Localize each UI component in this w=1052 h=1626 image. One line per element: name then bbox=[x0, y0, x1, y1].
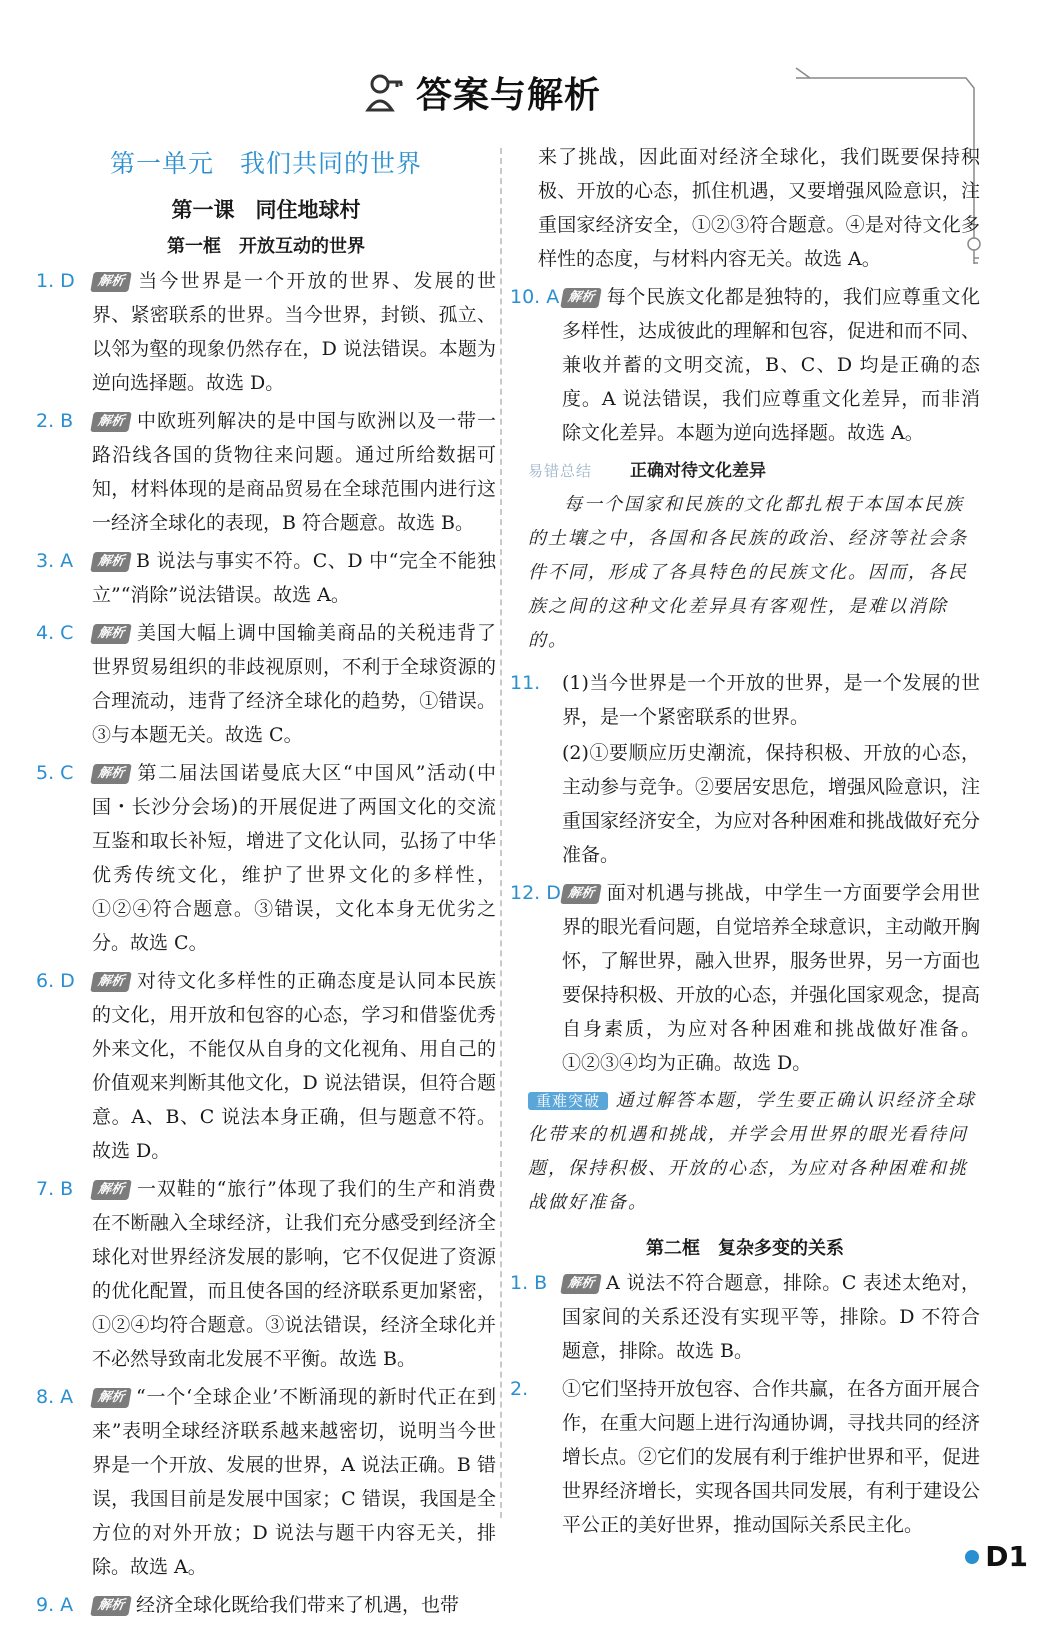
item-text: 每个民族文化都是独特的，我们应尊重文化多样性，达成彼此的理解和包容，促进和而不同、兼收并蓄的文明交流，B、C、D 均是正确的态度。A 说法错误，我们应尊重文化差异，而非消除文化差异。本题为逆向选择题。故选 A。 bbox=[562, 286, 981, 444]
answer-item bbox=[510, 1372, 980, 1542]
answer-item bbox=[36, 616, 496, 752]
item-text: 对待文化多样性的正确态度是认同本民族的文化，用开放和包容的心态，学习和借鉴优秀外来文化，不能仅从自身的文化视角、用自己的价值观来判断其他文化，D 说法错误，但符合题意。A、B、C 说法本身正确，但与题意不符。故选 D。 bbox=[92, 970, 496, 1162]
page-number bbox=[965, 1540, 1028, 1573]
frame-title-2: 第二框 复杂多变的关系 bbox=[646, 1238, 844, 1259]
page-dot-icon bbox=[965, 1550, 979, 1564]
answer-item bbox=[510, 1266, 980, 1368]
item-number: 12. D bbox=[510, 882, 561, 904]
answer-item bbox=[510, 876, 980, 1080]
analysis-tag: 解析 bbox=[560, 288, 602, 308]
item-text: 面对机遇与挑战，中学生一方面要学会用世界的眼光看问题，自觉培养全球意识，主动敞开胸怀，了解世界，融入世界，服务世界，另一方面也要保持积极、开放的心态，并强化国家观念，提高自身素质，为应对各种困难和挑战做好准备。①②③④均为正确。故选 D。 bbox=[562, 882, 981, 1074]
item-text: “一个‘全球企业’不断涌现的新时代正在到来”表明全球经济联系越来越密切，说明当今世界是一个开放、发展的世界，A 说法正确。B 错误，我国目前是发展中国家；C 错误，我国是全方位的对外开放；D 说法与题干内容无关，排除。故选 A。 bbox=[92, 1386, 496, 1578]
key-difficulty-note bbox=[528, 1084, 980, 1220]
answer-item-continued bbox=[510, 140, 980, 276]
frame-title-1: 第一框 开放互动的世界 bbox=[167, 236, 365, 257]
column-divider bbox=[500, 148, 502, 1518]
item-number: 5. C bbox=[36, 762, 74, 784]
note-tag: 重难突破 bbox=[528, 1092, 608, 1110]
page-title-text: 答案与解析 bbox=[416, 74, 602, 116]
item-text: 美国大幅上调中国输美商品的关税违背了世界贸易组织的非歧视原则，不利于全球资源的合理流动，违背了经济全球化的趋势，①错误。③与本题无关。故选 C。 bbox=[92, 622, 496, 746]
answer-item bbox=[36, 756, 496, 960]
item-number: 6. D bbox=[36, 970, 75, 992]
analysis-tag: 解析 bbox=[90, 412, 132, 432]
analysis-tag: 解析 bbox=[90, 1388, 132, 1408]
unit-title: 第一单元 我们共同的世界 bbox=[109, 149, 422, 178]
note-title: 正确对待文化差异 bbox=[630, 461, 767, 481]
note-tag: 易错总结 bbox=[528, 462, 593, 480]
analysis-tag: 解析 bbox=[90, 764, 132, 784]
answer-item bbox=[36, 404, 496, 540]
item-number: 7. B bbox=[36, 1178, 74, 1200]
page-number-text: D1 bbox=[985, 1540, 1028, 1573]
item-number: 2. B bbox=[36, 410, 74, 432]
item-number: 4. C bbox=[36, 622, 74, 644]
left-column bbox=[36, 140, 496, 1626]
answer-item bbox=[36, 1588, 496, 1622]
note-header bbox=[528, 454, 980, 488]
item-number: 11. bbox=[510, 672, 541, 694]
item-number: 1. B bbox=[510, 1272, 548, 1294]
item-number: 8. A bbox=[36, 1386, 74, 1408]
lesson-title: 第一课 同住地球村 bbox=[171, 198, 361, 222]
answer-item bbox=[36, 1172, 496, 1376]
analysis-tag: 解析 bbox=[560, 1274, 602, 1294]
answer-item bbox=[36, 964, 496, 1168]
analysis-tag: 解析 bbox=[560, 884, 602, 904]
item-part-1: (1)当今世界是一个开放的世界，是一个发展的世界，是一个紧密联系的世界。 bbox=[562, 672, 980, 728]
note-body: 每一个国家和民族的文化都扎根于本国本民族的土壤之中，各国和各民族的政治、经济等社会条件不同，形成了各具特色的民族文化。因而，各民族之间的这种文化差异具有客观性，是难以消除的。 bbox=[528, 494, 968, 651]
page-title bbox=[364, 64, 601, 120]
item-number: 2. bbox=[510, 1378, 529, 1400]
item-text: 中欧班列解决的是中国与欧洲以及一带一路沿线各国的货物往来问题。通过所给数据可知，材料体现的是商品贸易在全球范围内进行这一经济全球化的表现，B 符合题意。故选 B。 bbox=[92, 410, 496, 534]
item-text: 来了挑战，因此面对经济全球化，我们既要保持积极、开放的心态，抓住机遇，又要增强风险意识，注重国家经济安全，①②③符合题意。④是对待文化多样性的态度，与材料内容无关。故选 A。 bbox=[538, 146, 980, 270]
right-column bbox=[510, 140, 980, 1546]
item-number: 10. A bbox=[510, 286, 560, 308]
key-person-icon bbox=[364, 70, 408, 114]
error-summary-note bbox=[528, 454, 980, 658]
answer-item bbox=[36, 264, 496, 400]
answer-item bbox=[510, 666, 980, 872]
item-text: A 说法不符合题意，排除。C 表述太绝对，国家间的关系还没有实现平等，排除。D 不符合题意，排除。故选 B。 bbox=[562, 1272, 980, 1362]
analysis-tag: 解析 bbox=[90, 272, 132, 292]
item-number: 3. A bbox=[36, 550, 74, 572]
item-text: 一双鞋的“旅行”体现了我们的生产和消费在不断融入全球经济，让我们充分感受到经济全球化对世界经济发展的影响，它不仅促进了资源的优化配置，而且使各国的经济联系更加紧密，①②④均符合题意。③说法错误，经济全球化并不必然导致南北发展不平衡。故选 B。 bbox=[92, 1178, 496, 1370]
item-number: 1. D bbox=[36, 270, 75, 292]
analysis-tag: 解析 bbox=[90, 1596, 132, 1616]
analysis-tag: 解析 bbox=[90, 1180, 132, 1200]
item-text: ①它们坚持开放包容、合作共赢，在各方面开展合作，在重大问题上进行沟通协调，寻找共同的经济增长点。②它们的发展有利于维护世界和平，促进世界经济增长，实现各国共同发展，有利于建设公平公正的美好世界，推动国际关系民主化。 bbox=[562, 1378, 981, 1536]
item-number: 9. A bbox=[36, 1594, 74, 1616]
answer-item bbox=[510, 280, 980, 450]
analysis-tag: 解析 bbox=[90, 972, 132, 992]
note-body: 通过解答本题，学生要正确认识经济全球化带来的机遇和挑战，并学会用世界的眼光看待问题，保持积极、开放的心态，为应对各种困难和挑战做好准备。 bbox=[528, 1090, 976, 1213]
answer-item bbox=[36, 544, 496, 612]
item-part-2: (2)①要顺应历史潮流，保持积极、开放的心态，主动参与竞争。②要居安思危，增强风险意识，注重国家经济安全，为应对各种困难和挑战做好充分准备。 bbox=[562, 742, 981, 866]
analysis-tag: 解析 bbox=[90, 624, 132, 644]
item-text: 当今世界是一个开放的世界、发展的世界、紧密联系的世界。当今世界，封锁、孤立、以邻为壑的现象仍然存在，D 说法错误。本题为逆向选择题。故选 D。 bbox=[92, 270, 496, 394]
item-text: 经济全球化既给我们带来了机遇，也带 bbox=[136, 1594, 460, 1616]
item-text: 第二届法国诺曼底大区“中国风”活动(中国・长沙分会场)的开展促进了两国文化的交流互鉴和取长补短，增进了文化认同，弘扬了中华优秀传统文化，维护了世界文化的多样性，①②④符合题意。③错误，文化本身无优劣之分。故选 C。 bbox=[92, 762, 496, 954]
analysis-tag: 解析 bbox=[90, 552, 132, 572]
item-text: B 说法与事实不符。C、D 中“完全不能独立”“消除”说法错误。故选 A。 bbox=[92, 550, 496, 606]
answer-item bbox=[36, 1380, 496, 1584]
